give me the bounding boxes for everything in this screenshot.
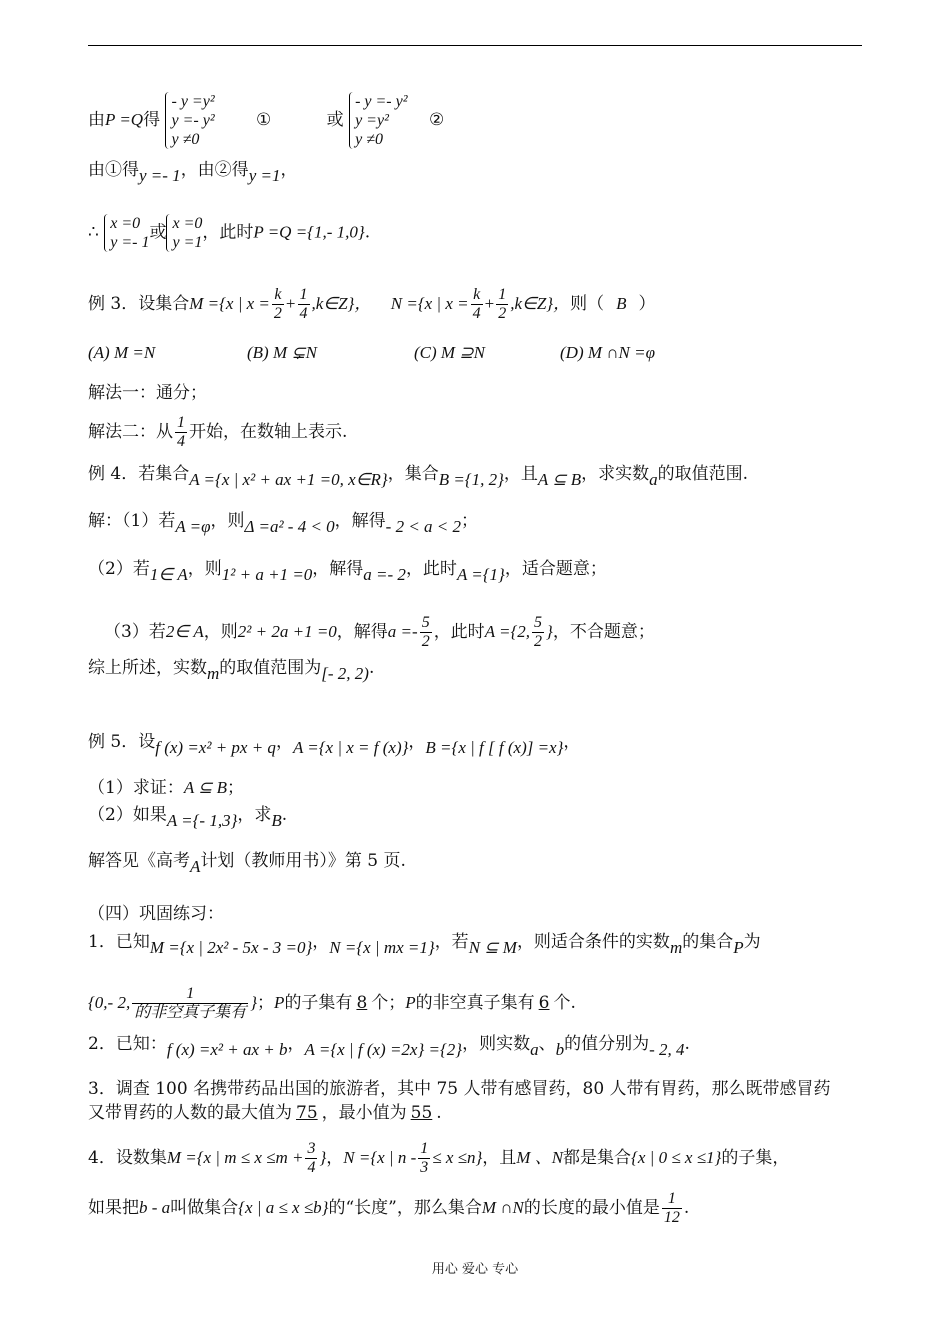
text: ，不合题意； <box>552 622 655 642</box>
eq: x =0 <box>172 215 203 232</box>
denominator: 2 <box>273 305 282 322</box>
text: . <box>684 1034 690 1054</box>
text: 例 4．若集合 <box>88 464 190 484</box>
text: 解：（1）若 <box>88 511 176 531</box>
math-expr: N ={x | n - <box>343 1148 417 1167</box>
math-expr: a =- <box>387 622 418 641</box>
fraction <box>420 614 432 651</box>
text: 则（ <box>570 294 605 314</box>
text: 的集合 <box>682 932 734 952</box>
equation-system-2 <box>349 92 407 149</box>
solution-method-1: 解法一：通分； <box>88 383 207 403</box>
text: ，求实数 <box>581 464 650 484</box>
option-b <box>247 341 317 365</box>
math-expr: 1² + a +1 =0 <box>221 565 313 584</box>
text: ， <box>326 1148 344 1168</box>
text: 叫做集合 <box>170 1198 239 1218</box>
line-p-equals-q <box>88 92 444 149</box>
eq: x =0 <box>110 215 141 232</box>
math-expr: ,k∈Z}， <box>510 294 571 313</box>
line-solutions-y <box>88 158 298 185</box>
text: ，此时 <box>202 222 254 243</box>
text: ， <box>408 732 426 752</box>
math-var: P <box>405 993 416 1012</box>
text: 例 3．设集合 <box>88 294 190 314</box>
example-3 <box>88 286 655 323</box>
math-expr: f (x) =x² + px + q <box>155 738 276 757</box>
header-rule <box>88 45 862 46</box>
text: ； <box>257 993 275 1013</box>
math-expr: A ⊆ B <box>183 778 228 797</box>
line-therefore <box>88 214 370 252</box>
text: ，最小值为 <box>321 1103 407 1123</box>
math-expr: 1∈ A <box>149 565 188 584</box>
denominator: 4 <box>472 305 481 322</box>
text: 为 <box>743 932 761 952</box>
example-4 <box>88 462 749 489</box>
numerator: 1 <box>420 1140 429 1157</box>
text: ，此时 <box>433 622 485 642</box>
text: . <box>364 222 371 243</box>
eq: y ≠0 <box>355 131 383 148</box>
math-expr: M ={x | 2x² - 5x - 3 =0} <box>149 938 313 957</box>
math-expr: M ∩N <box>481 1198 524 1217</box>
math-expr: - 2 < a < 2 <box>385 517 462 536</box>
denominator: 2 <box>421 633 430 650</box>
fraction <box>471 286 483 323</box>
eq: - y =- y² <box>355 93 408 110</box>
text: 的“长度”，那么集合 <box>328 1198 482 1218</box>
text: 解法二：从 <box>88 422 173 442</box>
math-expr: (C) M ⊇N <box>414 343 485 362</box>
answer-blank: 8 <box>356 993 368 1013</box>
text: 又带胃药的人数的最大值为 <box>88 1103 292 1123</box>
numerator: k <box>272 286 284 305</box>
text: （1）求证： <box>88 778 184 798</box>
numerator: 1 <box>498 286 507 303</box>
text: ，由②得 <box>180 160 249 180</box>
text: 解答见《高考 <box>88 851 190 871</box>
text: ，集合 <box>387 464 439 484</box>
text: 的子集有 <box>284 993 353 1013</box>
denominator: 的非空真子集有 <box>134 1004 247 1021</box>
math-var: a <box>649 470 658 489</box>
text: （2）如果 <box>88 805 167 825</box>
answer-blank: 55 <box>410 1103 433 1123</box>
math-expr: P =Q ={1,- 1,0} <box>253 222 365 242</box>
math-var: P <box>733 938 744 957</box>
math-expr: y =- 1 <box>139 166 181 185</box>
math-var: b <box>555 1040 565 1059</box>
eq: y =1 <box>172 234 203 251</box>
text: . <box>281 805 288 825</box>
text: 的非空真子集有 <box>415 993 535 1013</box>
denominator: 4 <box>307 1159 316 1176</box>
numerator: 5 <box>534 614 543 631</box>
text: 2．已知： <box>88 1034 167 1054</box>
math-expr: (B) M ⊊N <box>247 343 317 362</box>
denominator: 12 <box>663 1209 680 1226</box>
numerator: 1 <box>299 286 308 303</box>
summary-line <box>88 656 375 683</box>
text: ； <box>461 511 479 531</box>
exercise-3-line-2 <box>88 1101 442 1125</box>
denominator: 3 <box>420 1159 429 1176</box>
math-var: m <box>669 938 683 957</box>
text: ，则 <box>187 559 222 579</box>
exercise-1 <box>88 930 761 957</box>
therefore-symbol: ∴ <box>88 222 99 243</box>
eq: y =- 1 <box>110 234 150 251</box>
option-d <box>560 341 655 365</box>
text: ，解得 <box>334 511 386 531</box>
exercise-3-line-1: 3．调查 100 名携带药品出国的旅游者，其中 75 人带有感冒药，80 人带有胃药，那么既带感冒药 <box>88 1079 831 1099</box>
text: 的长度的最小值是 <box>523 1198 660 1218</box>
eq: - y =y² <box>171 93 215 110</box>
numerator: 3 <box>307 1140 316 1157</box>
eq: y =y² <box>355 112 389 129</box>
page-footer: 用心 爱心 专心 <box>431 1262 519 1277</box>
fraction <box>298 286 310 323</box>
exercise-4 <box>88 1140 789 1177</box>
text: ，若 <box>434 932 469 952</box>
math-expr: N ={x | mx =1} <box>329 938 435 957</box>
text: ） <box>638 294 656 314</box>
math-var: m <box>207 664 220 683</box>
text: 的取值范围为 <box>219 658 322 678</box>
math-expr: B ={x | f [ f (x)] =x} <box>425 738 564 757</box>
math-expr: M 、N <box>516 1148 564 1167</box>
text: ，解得 <box>312 559 364 579</box>
math-expr: A ={x | f (x) =2x} ={2} <box>304 1040 463 1059</box>
circle-label-2: ② <box>428 110 445 130</box>
math-expr: A ={x | x = f (x)} <box>292 738 409 757</box>
math-expr: P =Q <box>105 110 144 129</box>
text: ， <box>275 732 293 752</box>
eq: y =- y² <box>171 112 215 129</box>
exercise-4-continued <box>88 1190 689 1227</box>
text: ，且 <box>482 1148 517 1168</box>
text: 或 <box>149 222 167 243</box>
solution-case-3 <box>104 614 655 651</box>
text: ， <box>287 1034 305 1054</box>
text: 个； <box>371 993 406 1013</box>
equation-system-3 <box>104 214 149 252</box>
solution-case-2 <box>88 557 607 584</box>
text: ，则 <box>203 622 238 642</box>
text: 、 <box>538 1034 556 1054</box>
math-expr: A ={x | x² + ax +1 =0, x∈R} <box>189 470 388 489</box>
text: ，求 <box>237 805 272 825</box>
math-expr: (A) M =N <box>88 343 156 362</box>
section-heading: （四）巩固练习： <box>88 904 224 924</box>
text: 例 5．设 <box>88 732 156 752</box>
example-5 <box>88 730 581 757</box>
solution-method-2 <box>88 414 347 451</box>
text: （2）若 <box>88 559 150 579</box>
text: 如果把 <box>88 1198 139 1218</box>
example-5-part-1 <box>88 776 244 800</box>
exercise-2 <box>88 1032 690 1059</box>
denominator: 2 <box>534 633 543 650</box>
example-5-part-2 <box>88 803 288 830</box>
text: + <box>285 294 296 313</box>
math-expr: y =1 <box>248 166 281 185</box>
option-a <box>88 341 155 365</box>
numerator: 1 <box>662 1190 682 1209</box>
denominator: 2 <box>498 305 507 322</box>
numerator: 5 <box>421 614 430 631</box>
math-expr: [- 2, 2) <box>321 664 369 683</box>
text: ，此时 <box>405 559 457 579</box>
math-expr: ,k∈Z}， <box>311 294 372 313</box>
math-expr: {0,- 2, <box>88 993 131 1012</box>
math-expr: } <box>319 1148 327 1167</box>
math-expr: 2² + 2a +1 =0 <box>237 622 337 641</box>
text: 由 <box>88 110 105 130</box>
text: ； <box>227 778 245 798</box>
text: ，则实数 <box>462 1034 531 1054</box>
equation-system-1 <box>165 92 214 149</box>
fraction <box>272 286 284 323</box>
answer-blank: 75 <box>296 1103 318 1123</box>
math-expr: f (x) =x² + ax + b <box>166 1040 288 1059</box>
math-expr: A ={2, <box>484 622 531 641</box>
text: 都是集合 <box>563 1148 632 1168</box>
text: ， <box>563 732 581 752</box>
fraction <box>532 614 544 651</box>
answer: B <box>616 294 627 313</box>
text: （3）若 <box>104 622 166 642</box>
math-expr: {x | a ≤ x ≤b} <box>238 1198 329 1217</box>
answer-blank: 6 <box>538 993 550 1013</box>
text: 或 <box>326 110 344 130</box>
math-expr: Δ =a² - 4 < 0 <box>244 517 335 536</box>
math-expr: {x | 0 ≤ x ≤1} <box>631 1148 722 1167</box>
denominator: 4 <box>177 433 185 450</box>
eq: y ≠0 <box>171 131 200 148</box>
text: ，则 <box>210 511 245 531</box>
math-expr: a =- 2 <box>363 565 406 584</box>
text: 开始，在数轴上表示. <box>189 422 348 442</box>
fraction <box>662 1190 682 1227</box>
math-expr: 2∈ A <box>165 622 204 641</box>
text: 的子集， <box>721 1148 790 1168</box>
math-expr: b - a <box>139 1198 171 1217</box>
numerator: k <box>471 286 483 305</box>
math-expr: A ⊆ B <box>537 470 582 489</box>
text: ， <box>280 160 298 180</box>
option-c <box>414 341 485 365</box>
math-expr: B ={1, 2} <box>438 470 504 489</box>
numerator: 1 <box>177 414 185 431</box>
text: 得 <box>143 110 161 130</box>
text: ，且 <box>503 464 538 484</box>
answer: - 2, 4 <box>649 1040 685 1059</box>
math-expr: M ={x | m ≤ x ≤m + <box>166 1148 304 1167</box>
text: ，则适合条件的实数 <box>516 932 670 952</box>
math-expr: N ={x | x = <box>390 294 469 313</box>
fraction <box>496 286 508 323</box>
text: 个. <box>553 993 576 1013</box>
fraction <box>132 985 248 1022</box>
text: . <box>436 1103 442 1123</box>
math-expr: A ={1} <box>456 565 505 584</box>
math-var: B <box>271 811 282 830</box>
fraction <box>305 1140 317 1177</box>
math-expr: } <box>250 993 258 1012</box>
text: + <box>484 294 495 313</box>
solution-case-1 <box>88 509 479 536</box>
math-expr: ≤ x ≤n} <box>432 1148 483 1167</box>
text: 综上所述，实数 <box>88 658 207 678</box>
math-expr: N ⊆ M <box>468 938 517 957</box>
denominator: 4 <box>299 305 308 322</box>
math-expr: M ={x | x = <box>189 294 270 313</box>
text: ， <box>312 932 330 952</box>
text: . <box>368 658 375 678</box>
math-expr: } <box>546 622 553 641</box>
text: . <box>683 1198 690 1218</box>
reference-line <box>88 849 406 876</box>
text: ，适合题意； <box>504 559 607 579</box>
exercise-1-answer <box>88 985 576 1022</box>
equation-system-4 <box>166 214 202 252</box>
numerator: 1 <box>132 985 248 1004</box>
math-expr: A =φ <box>175 517 211 536</box>
text: 1．已知 <box>88 932 150 952</box>
text: 的取值范围. <box>657 464 749 484</box>
math-var: A <box>190 857 201 876</box>
fraction <box>418 1140 430 1177</box>
text: ，解得 <box>336 622 388 642</box>
fraction <box>175 414 187 451</box>
math-var: P <box>274 993 285 1012</box>
text: 的值分别为 <box>564 1034 650 1054</box>
text: 4．设数集 <box>88 1148 167 1168</box>
text: 计划（教师用书）》第 5 页. <box>200 851 406 871</box>
math-expr: (D) M ∩N =φ <box>560 343 656 362</box>
math-var: a <box>530 1040 539 1059</box>
math-expr: A ={- 1,3} <box>166 811 238 830</box>
text: 由①得 <box>88 160 139 180</box>
circle-label-1: ① <box>256 110 272 130</box>
